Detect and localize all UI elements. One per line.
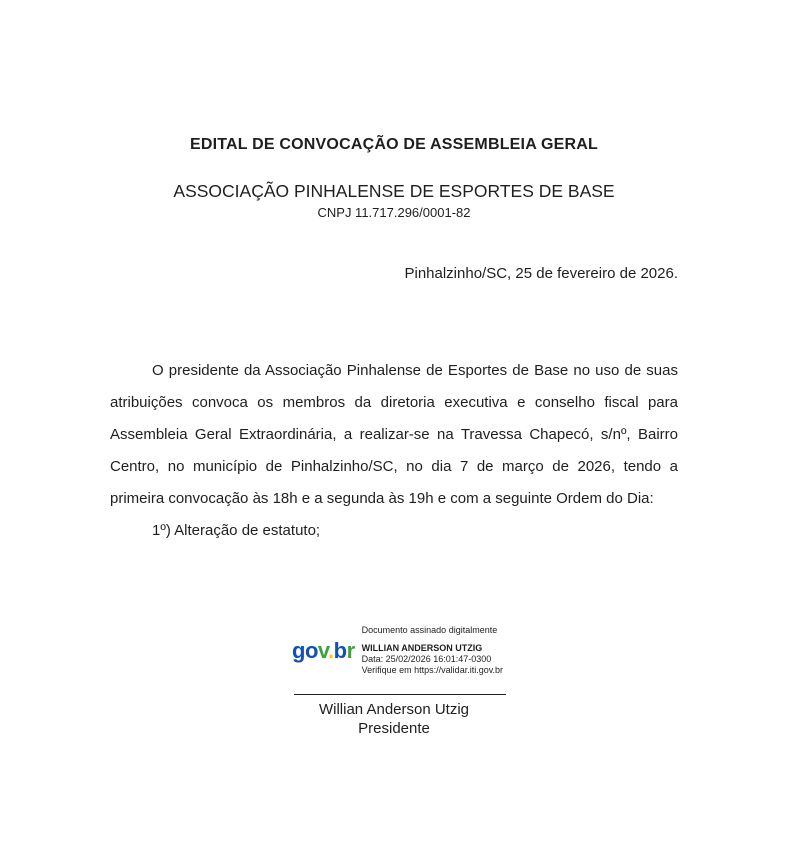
document-title: EDITAL DE CONVOCAÇÃO DE ASSEMBLEIA GERAL [189,136,599,153]
stamp-signer-name: WILLIAN ANDERSON UTZIG [361,643,483,653]
convocation-paragraph: O presidente da Associação Pinhalense de Esportes de Base no uso de suas atribuições convoca os membros da diretoria executiva e conselho fiscal para Assembleia Geral Extraordinária, a realizar-se na Travessa Chapecó, s/nº, Bairro Centro, no município de Pinhalzinho/SC, no dia 7 de março de 2026, tendo a primeira convocação às 18h e a segunda às 19h e com a seguinte Ordem do Dia: [110,362,678,507]
cnpj-number: CNPJ 11.717.296/0001-82 [317,205,471,220]
stamp-text-block [362,625,503,676]
govbr-logo [292,638,362,664]
signature-block [0,694,788,738]
digital-signature-stamp [292,625,552,676]
signatory-name: Willian Anderson Utzig [318,701,470,718]
signature-line [294,694,506,695]
stamp-signed-digitally-label: Documento assinado digitalmente [361,625,498,635]
govbr-logo-part: r [346,637,355,663]
govbr-logo-part: . [328,637,334,663]
signatory-role: Presidente [358,720,430,737]
govbr-logo-part: v [317,637,328,663]
place-date-line: Pinhalzinho/SC, 25 de fevereiro de 2026. [404,265,678,282]
agenda-item-1: 1º) Alteração de estatuto; [152,522,321,539]
govbr-logo-part: go [292,637,318,663]
stamp-verify-url: Verifique em https://validar.iti.gov.br [361,665,504,675]
organization-name: ASSOCIAÇÃO PINHALENSE DE ESPORTES DE BASE [173,181,615,201]
document-body [110,355,678,547]
stamp-signed-date: Data: 25/02/2026 16:01:47-0300 [361,654,492,664]
document-header [0,0,788,220]
govbr-logo-part: b [333,637,347,663]
